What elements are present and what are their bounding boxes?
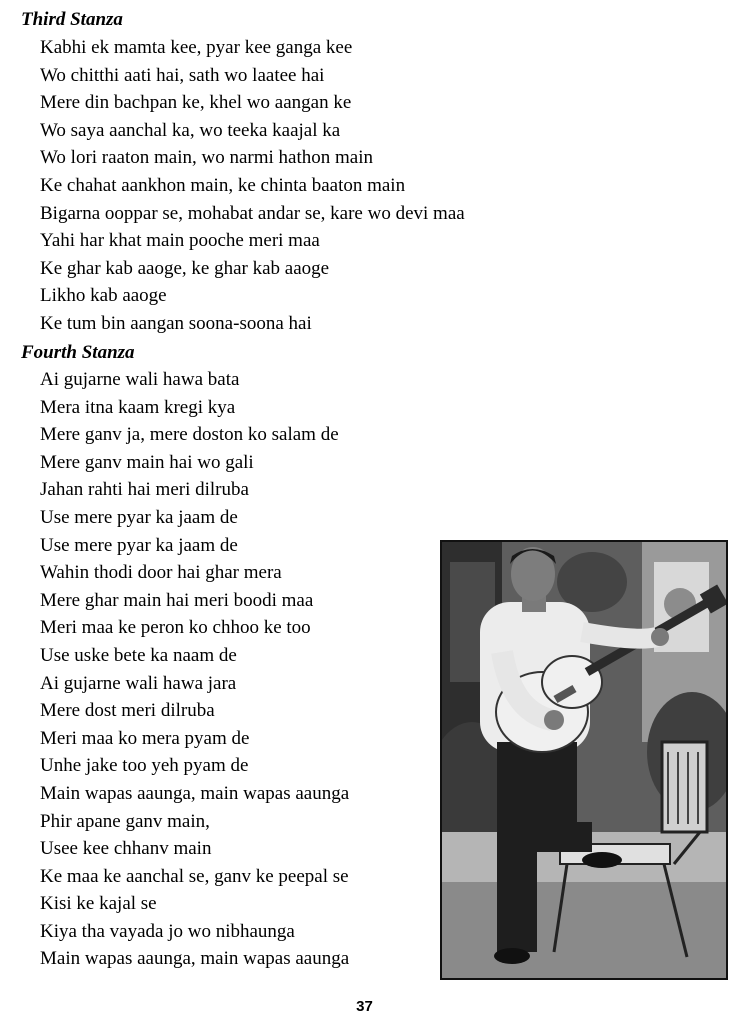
page-number: 37 bbox=[356, 998, 373, 1015]
stanza-heading-fourth: Fourth Stanza bbox=[21, 342, 135, 363]
poem-line: Mere ganv ja, mere doston ko salam de bbox=[40, 424, 339, 446]
poem-line: Ai gujarne wali hawa jara bbox=[40, 672, 237, 694]
poem-line: Phir apane ganv main, bbox=[40, 810, 210, 832]
poem-line: Kisi ke kajal se bbox=[40, 893, 157, 915]
poem-line: Mere dost meri dilruba bbox=[40, 700, 215, 722]
poem-line: Mera itna kaam kregi kya bbox=[40, 396, 236, 418]
photo-illustration bbox=[442, 542, 726, 978]
poem-line: Jahan rahti hai meri dilruba bbox=[40, 479, 249, 501]
poem-line: Mere ghar main hai meri boodi maa bbox=[40, 589, 314, 611]
poem-line: Usee kee chhanv main bbox=[40, 838, 212, 860]
poem-line: Main wapas aaunga, main wapas aaunga bbox=[40, 782, 350, 804]
poem-line: Ke chahat aankhon main, ke chinta baaton main bbox=[40, 174, 406, 196]
poem-line: Wo chitthi aati hai, sath wo laatee hai bbox=[40, 64, 325, 86]
stanza-lines-third bbox=[40, 34, 465, 338]
poem-line: Unhe jake too yeh pyam de bbox=[40, 755, 249, 777]
poem-line: Ke tum bin aangan soona-soona hai bbox=[40, 312, 312, 334]
poem-line: Likho kab aaoge bbox=[40, 285, 167, 307]
poem-line: Meri maa ke peron ko chhoo ke too bbox=[40, 617, 311, 639]
poem-line: Main wapas aaunga, main wapas aaunga bbox=[40, 948, 350, 970]
poem-line: Ke ghar kab aaoge, ke ghar kab aaoge bbox=[40, 257, 330, 279]
poem-line: Wo saya aanchal ka, wo teeka kaajal ka bbox=[40, 119, 341, 141]
poem-line: Kiya tha vayada jo wo nibhaunga bbox=[40, 920, 295, 942]
poem-line: Ke maa ke aanchal se, ganv ke peepal se bbox=[40, 865, 349, 887]
poem-line: Kabhi ek mamta kee, pyar kee ganga kee bbox=[40, 37, 353, 58]
stanza-heading-third: Third Stanza bbox=[21, 9, 123, 30]
poem-line: Yahi har khat main pooche meri maa bbox=[40, 230, 320, 252]
poem-line: Meri maa ko mera pyam de bbox=[40, 727, 250, 749]
poem-line: Use mere pyar ka jaam de bbox=[40, 534, 238, 556]
poem-line: Use mere pyar ka jaam de bbox=[40, 506, 238, 528]
stanza-lines-fourth bbox=[40, 366, 349, 973]
poem-line: Mere ganv main hai wo gali bbox=[40, 451, 254, 473]
poem-line: Bigarna ooppar se, mohabat andar se, kare wo devi maa bbox=[40, 202, 465, 224]
poem-line: Ai gujarne wali hawa bata bbox=[40, 369, 240, 390]
poem-line: Wahin thodi door hai ghar mera bbox=[40, 562, 282, 584]
poem-line: Wo lori raaton main, wo narmi hathon main bbox=[40, 147, 374, 169]
poem-line: Mere din bachpan ke, khel wo aangan ke bbox=[40, 92, 352, 114]
poem-line: Use uske bete ka naam de bbox=[40, 644, 237, 666]
photo-guitarist bbox=[440, 540, 728, 980]
